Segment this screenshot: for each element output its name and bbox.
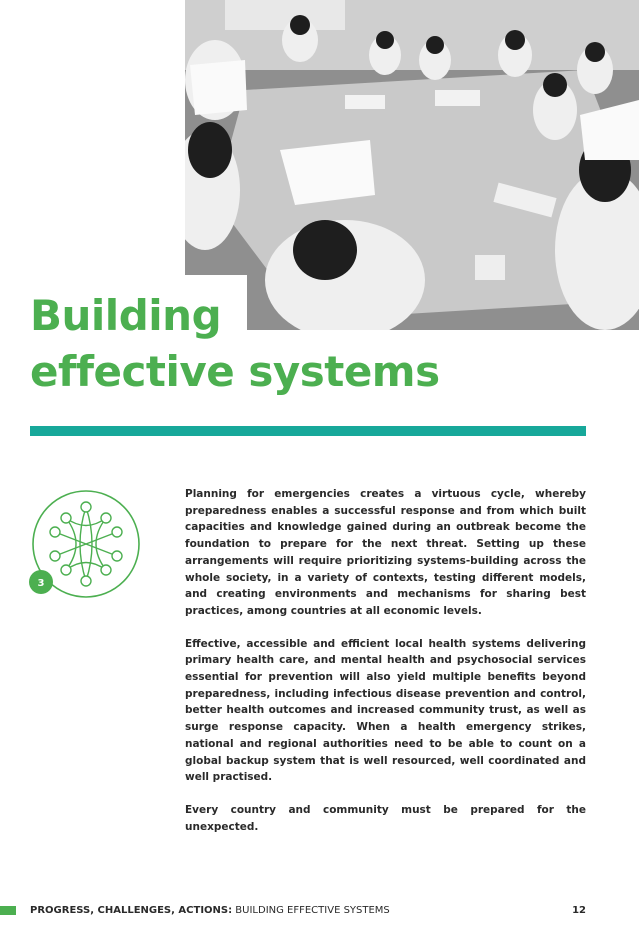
page-number: 12 <box>572 905 586 916</box>
body-text <box>185 486 586 851</box>
footer-section-bold: PROGRESS, CHALLENGES, ACTIONS: <box>30 905 233 916</box>
page-title <box>30 288 440 400</box>
footer-accent-bar <box>0 906 16 915</box>
paragraph-3: Every country and community must be prepared for the unexpected. <box>185 803 586 833</box>
photo-illustration <box>185 0 639 330</box>
section-number: 3 <box>37 578 45 589</box>
nurses-meeting-photo <box>185 0 639 330</box>
paragraph-1: Planning for emergencies creates a virtuous cycle, whereby preparedness enables a successful response and from which built capacities and knowledge gained during an outbreak become the foundation to prepare for the next threat. Setting up these arrangements will require prioritizing systems-building across the whole society, in a variety of contexts, testing different models, and creating environments and mechanisms for sharing best practices, among countries at all economic levels. <box>185 488 586 617</box>
section-divider <box>30 426 586 436</box>
title-line-2: effective systems <box>30 347 440 396</box>
running-footer <box>30 904 390 918</box>
footer-section-title: BUILDING EFFECTIVE SYSTEMS <box>232 905 390 916</box>
paragraph-2: Effective, accessible and efficient local health systems delivering primary health care, and mental health and psychosocial services essential for prevention will also yield multiple benefits beyond preparedness, including infectious disease prevention and control, better health outcomes and increased community trust, as well as surge response capacity. When a health emergency strikes, national and regional authorities need to be able to count on a global backup system that is well resourced, well coordinated and well practised. <box>185 637 586 784</box>
title-line-1: Building <box>30 291 222 340</box>
network-emblem-icon <box>26 488 144 600</box>
